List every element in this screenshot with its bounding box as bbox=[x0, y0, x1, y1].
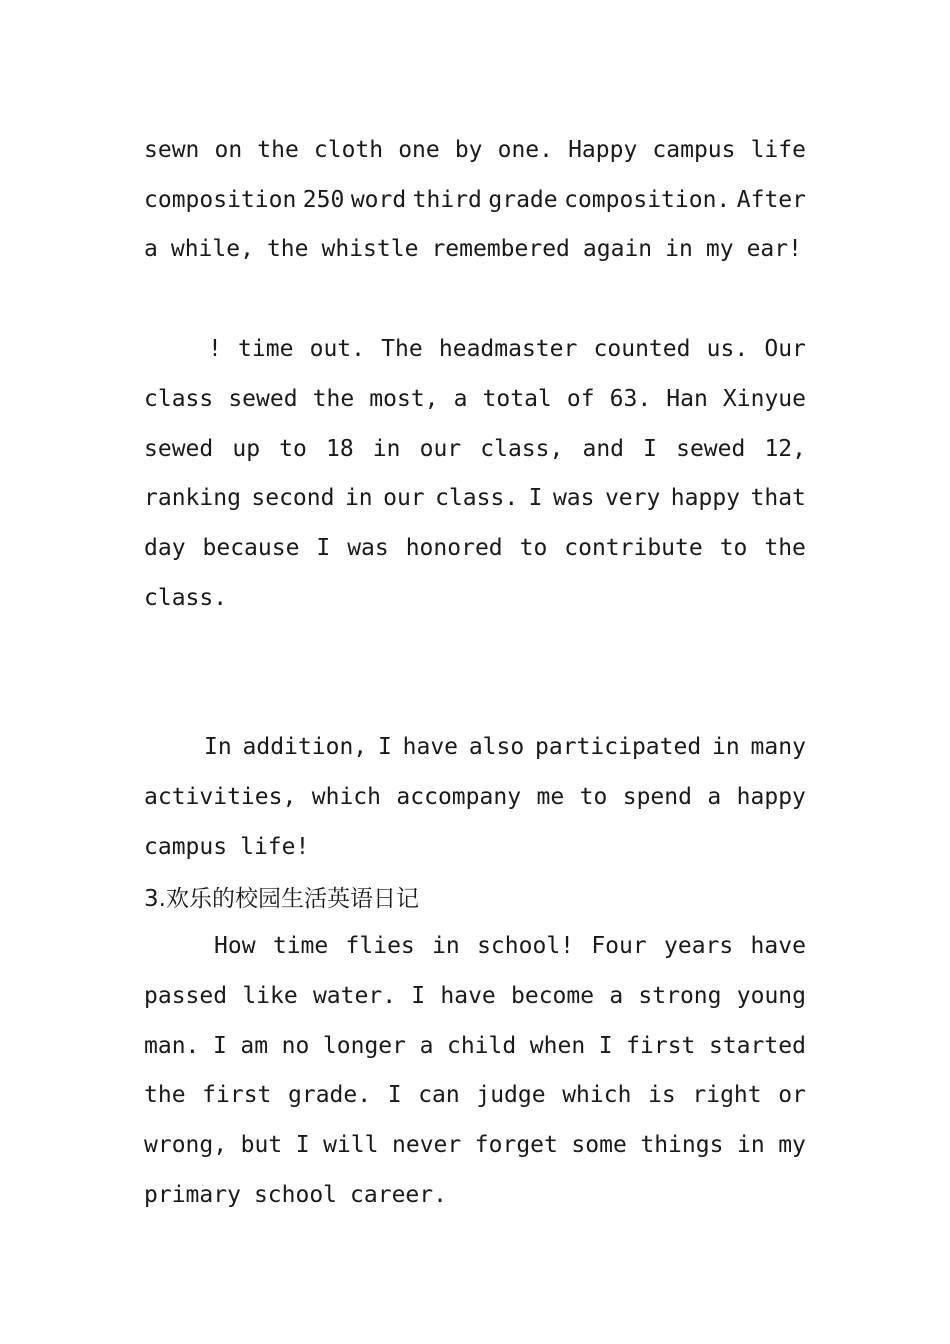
word: us. bbox=[706, 336, 749, 362]
word: up bbox=[232, 436, 261, 462]
word: the bbox=[144, 1082, 186, 1108]
word: activities, bbox=[144, 784, 297, 810]
word: The bbox=[381, 336, 423, 362]
word: 250 bbox=[302, 187, 345, 213]
word: life bbox=[750, 137, 806, 163]
word: water. bbox=[312, 983, 397, 1009]
paragraph-1-line-3 bbox=[144, 229, 806, 269]
word: the bbox=[764, 535, 806, 561]
word: because bbox=[202, 535, 300, 561]
paragraph-4-line-5 bbox=[144, 1125, 806, 1165]
word: day bbox=[144, 535, 186, 561]
word: class. bbox=[144, 585, 228, 611]
word: word bbox=[350, 187, 407, 213]
word: accompany bbox=[396, 784, 522, 810]
word: time bbox=[238, 336, 294, 362]
word: in bbox=[736, 1132, 765, 1158]
word: total bbox=[482, 386, 552, 412]
word: have bbox=[402, 734, 459, 760]
word: How bbox=[214, 933, 256, 959]
paragraph-1-line-2 bbox=[144, 180, 806, 220]
paragraph-2-line-6 bbox=[144, 578, 806, 618]
word: become bbox=[511, 983, 595, 1009]
word: passed bbox=[144, 983, 228, 1009]
word: a bbox=[144, 236, 158, 262]
word: composition. bbox=[564, 187, 731, 213]
word: counted bbox=[593, 336, 691, 362]
word: happy bbox=[670, 485, 741, 511]
word: again bbox=[582, 236, 653, 262]
word: me bbox=[536, 784, 565, 810]
word: that bbox=[750, 485, 806, 511]
word: happy bbox=[736, 784, 806, 810]
word: a bbox=[707, 784, 722, 810]
word: I bbox=[528, 485, 543, 511]
word: the bbox=[257, 137, 299, 163]
word: is bbox=[648, 1082, 676, 1108]
word: sewn bbox=[144, 137, 200, 163]
word: was bbox=[347, 535, 389, 561]
word: to bbox=[719, 535, 748, 561]
word: forget bbox=[474, 1132, 558, 1158]
word: life! bbox=[240, 834, 310, 860]
word: can bbox=[418, 1082, 460, 1108]
word: first bbox=[626, 1033, 696, 1059]
word: campus bbox=[652, 137, 736, 163]
word: time bbox=[272, 933, 329, 959]
word: 18 bbox=[325, 436, 354, 462]
word: years bbox=[664, 933, 734, 959]
word: third bbox=[412, 187, 482, 213]
word: In bbox=[204, 734, 232, 760]
paragraph-3-line-3 bbox=[144, 827, 806, 867]
word: in bbox=[372, 436, 401, 462]
word: cloth bbox=[313, 137, 384, 163]
word: longer bbox=[322, 1033, 406, 1059]
word: 12, bbox=[764, 436, 806, 462]
word: flies bbox=[345, 933, 415, 959]
word: wrong, bbox=[144, 1132, 228, 1158]
word: to bbox=[579, 784, 608, 810]
word: my bbox=[778, 1132, 806, 1158]
word: ! bbox=[208, 336, 222, 362]
word: one bbox=[398, 137, 440, 163]
word: contribute bbox=[564, 535, 703, 561]
word: sewed bbox=[228, 386, 298, 412]
paragraph-2-line-4 bbox=[144, 478, 806, 518]
word: I bbox=[295, 1132, 310, 1158]
word: I bbox=[212, 1033, 227, 1059]
word: to bbox=[279, 436, 307, 462]
word: in bbox=[432, 933, 460, 959]
word: I bbox=[316, 535, 331, 561]
word: first bbox=[202, 1082, 272, 1108]
word: like bbox=[242, 983, 298, 1009]
word: never bbox=[392, 1132, 462, 1158]
word: in bbox=[712, 734, 740, 760]
paragraph-4-line-3 bbox=[144, 1026, 806, 1066]
word: but bbox=[240, 1132, 283, 1158]
word: my bbox=[705, 236, 734, 262]
word: campus bbox=[144, 834, 228, 860]
section-heading: 3.欢乐的校园生活英语日记 bbox=[144, 885, 419, 912]
word: sewed bbox=[144, 436, 214, 462]
word: honored bbox=[405, 535, 503, 561]
paragraph-4-line-1 bbox=[214, 926, 806, 966]
word: our bbox=[383, 485, 425, 511]
word: school bbox=[253, 1182, 338, 1208]
paragraph-3-line-1 bbox=[204, 727, 806, 767]
word: to bbox=[519, 535, 548, 561]
word: many bbox=[750, 734, 806, 760]
word: sewed bbox=[676, 436, 746, 462]
word: also bbox=[468, 734, 525, 760]
word: composition bbox=[144, 187, 297, 213]
word: second bbox=[251, 485, 335, 511]
word: career. bbox=[350, 1182, 447, 1208]
word: primary bbox=[144, 1182, 241, 1208]
word: and bbox=[582, 436, 625, 462]
word: I bbox=[377, 734, 392, 760]
word: things bbox=[640, 1132, 724, 1158]
word: 63. bbox=[609, 386, 652, 412]
word: remembered bbox=[431, 236, 570, 262]
word: addition, bbox=[242, 734, 368, 760]
word: very bbox=[604, 485, 661, 511]
word: Xinyue bbox=[722, 386, 806, 412]
word: man. bbox=[144, 1033, 200, 1059]
word: was bbox=[552, 485, 595, 511]
word: started bbox=[708, 1033, 806, 1059]
word: in bbox=[665, 236, 693, 262]
word: spend bbox=[622, 784, 692, 810]
word: the bbox=[312, 386, 355, 412]
word: headmaster bbox=[438, 336, 578, 362]
word: class, bbox=[480, 436, 564, 462]
paragraph-2-line-5 bbox=[144, 528, 806, 568]
word: young bbox=[736, 983, 806, 1009]
word: Our bbox=[764, 336, 806, 362]
paragraph-2-line-1 bbox=[208, 329, 806, 369]
word: child bbox=[446, 1033, 517, 1059]
paragraph-4-line-6 bbox=[144, 1175, 806, 1215]
word: most, bbox=[369, 386, 439, 412]
word: in bbox=[344, 485, 373, 511]
word: grade. bbox=[288, 1082, 372, 1108]
word: a bbox=[419, 1033, 434, 1059]
paragraph-3-line-2 bbox=[144, 777, 806, 817]
word: one. bbox=[497, 137, 553, 163]
word: have bbox=[440, 983, 496, 1009]
word: no bbox=[281, 1033, 310, 1059]
word: ranking bbox=[144, 485, 241, 511]
word: Happy bbox=[568, 137, 638, 163]
word: participated bbox=[535, 734, 702, 760]
word: Han bbox=[666, 386, 708, 412]
word: I bbox=[387, 1082, 402, 1108]
word: our bbox=[419, 436, 462, 462]
word: ear! bbox=[746, 236, 802, 262]
paragraph-1-line-1 bbox=[144, 130, 806, 170]
word: or bbox=[778, 1082, 806, 1108]
paragraph-4-line-4 bbox=[144, 1075, 806, 1115]
word: will bbox=[323, 1132, 379, 1158]
word: class. bbox=[435, 485, 519, 511]
word: I bbox=[598, 1033, 613, 1059]
word: the bbox=[266, 236, 309, 262]
word: school! bbox=[477, 933, 575, 959]
word: out. bbox=[309, 336, 365, 362]
word: some bbox=[571, 1132, 627, 1158]
paragraph-2-line-3 bbox=[144, 429, 806, 469]
word: which bbox=[311, 784, 381, 810]
paragraph-2-line-2 bbox=[144, 379, 806, 419]
word: I bbox=[643, 436, 657, 462]
word: on bbox=[214, 137, 243, 163]
word: Four bbox=[591, 933, 647, 959]
paragraph-4-line-2 bbox=[144, 976, 806, 1016]
word: when bbox=[529, 1033, 586, 1059]
word: judge bbox=[476, 1082, 546, 1108]
word: whistle bbox=[321, 236, 419, 262]
word: am bbox=[240, 1033, 269, 1059]
word: a bbox=[453, 386, 468, 412]
word: grade bbox=[488, 187, 558, 213]
word: of bbox=[566, 386, 595, 412]
word: strong bbox=[638, 983, 722, 1009]
word: right bbox=[692, 1082, 762, 1108]
word: while, bbox=[170, 236, 254, 262]
word: class bbox=[144, 386, 214, 412]
word: by bbox=[454, 137, 483, 163]
word: a bbox=[609, 983, 624, 1009]
word: After bbox=[736, 187, 806, 213]
word: I bbox=[411, 983, 426, 1009]
word: have bbox=[750, 933, 806, 959]
word: which bbox=[562, 1082, 632, 1108]
